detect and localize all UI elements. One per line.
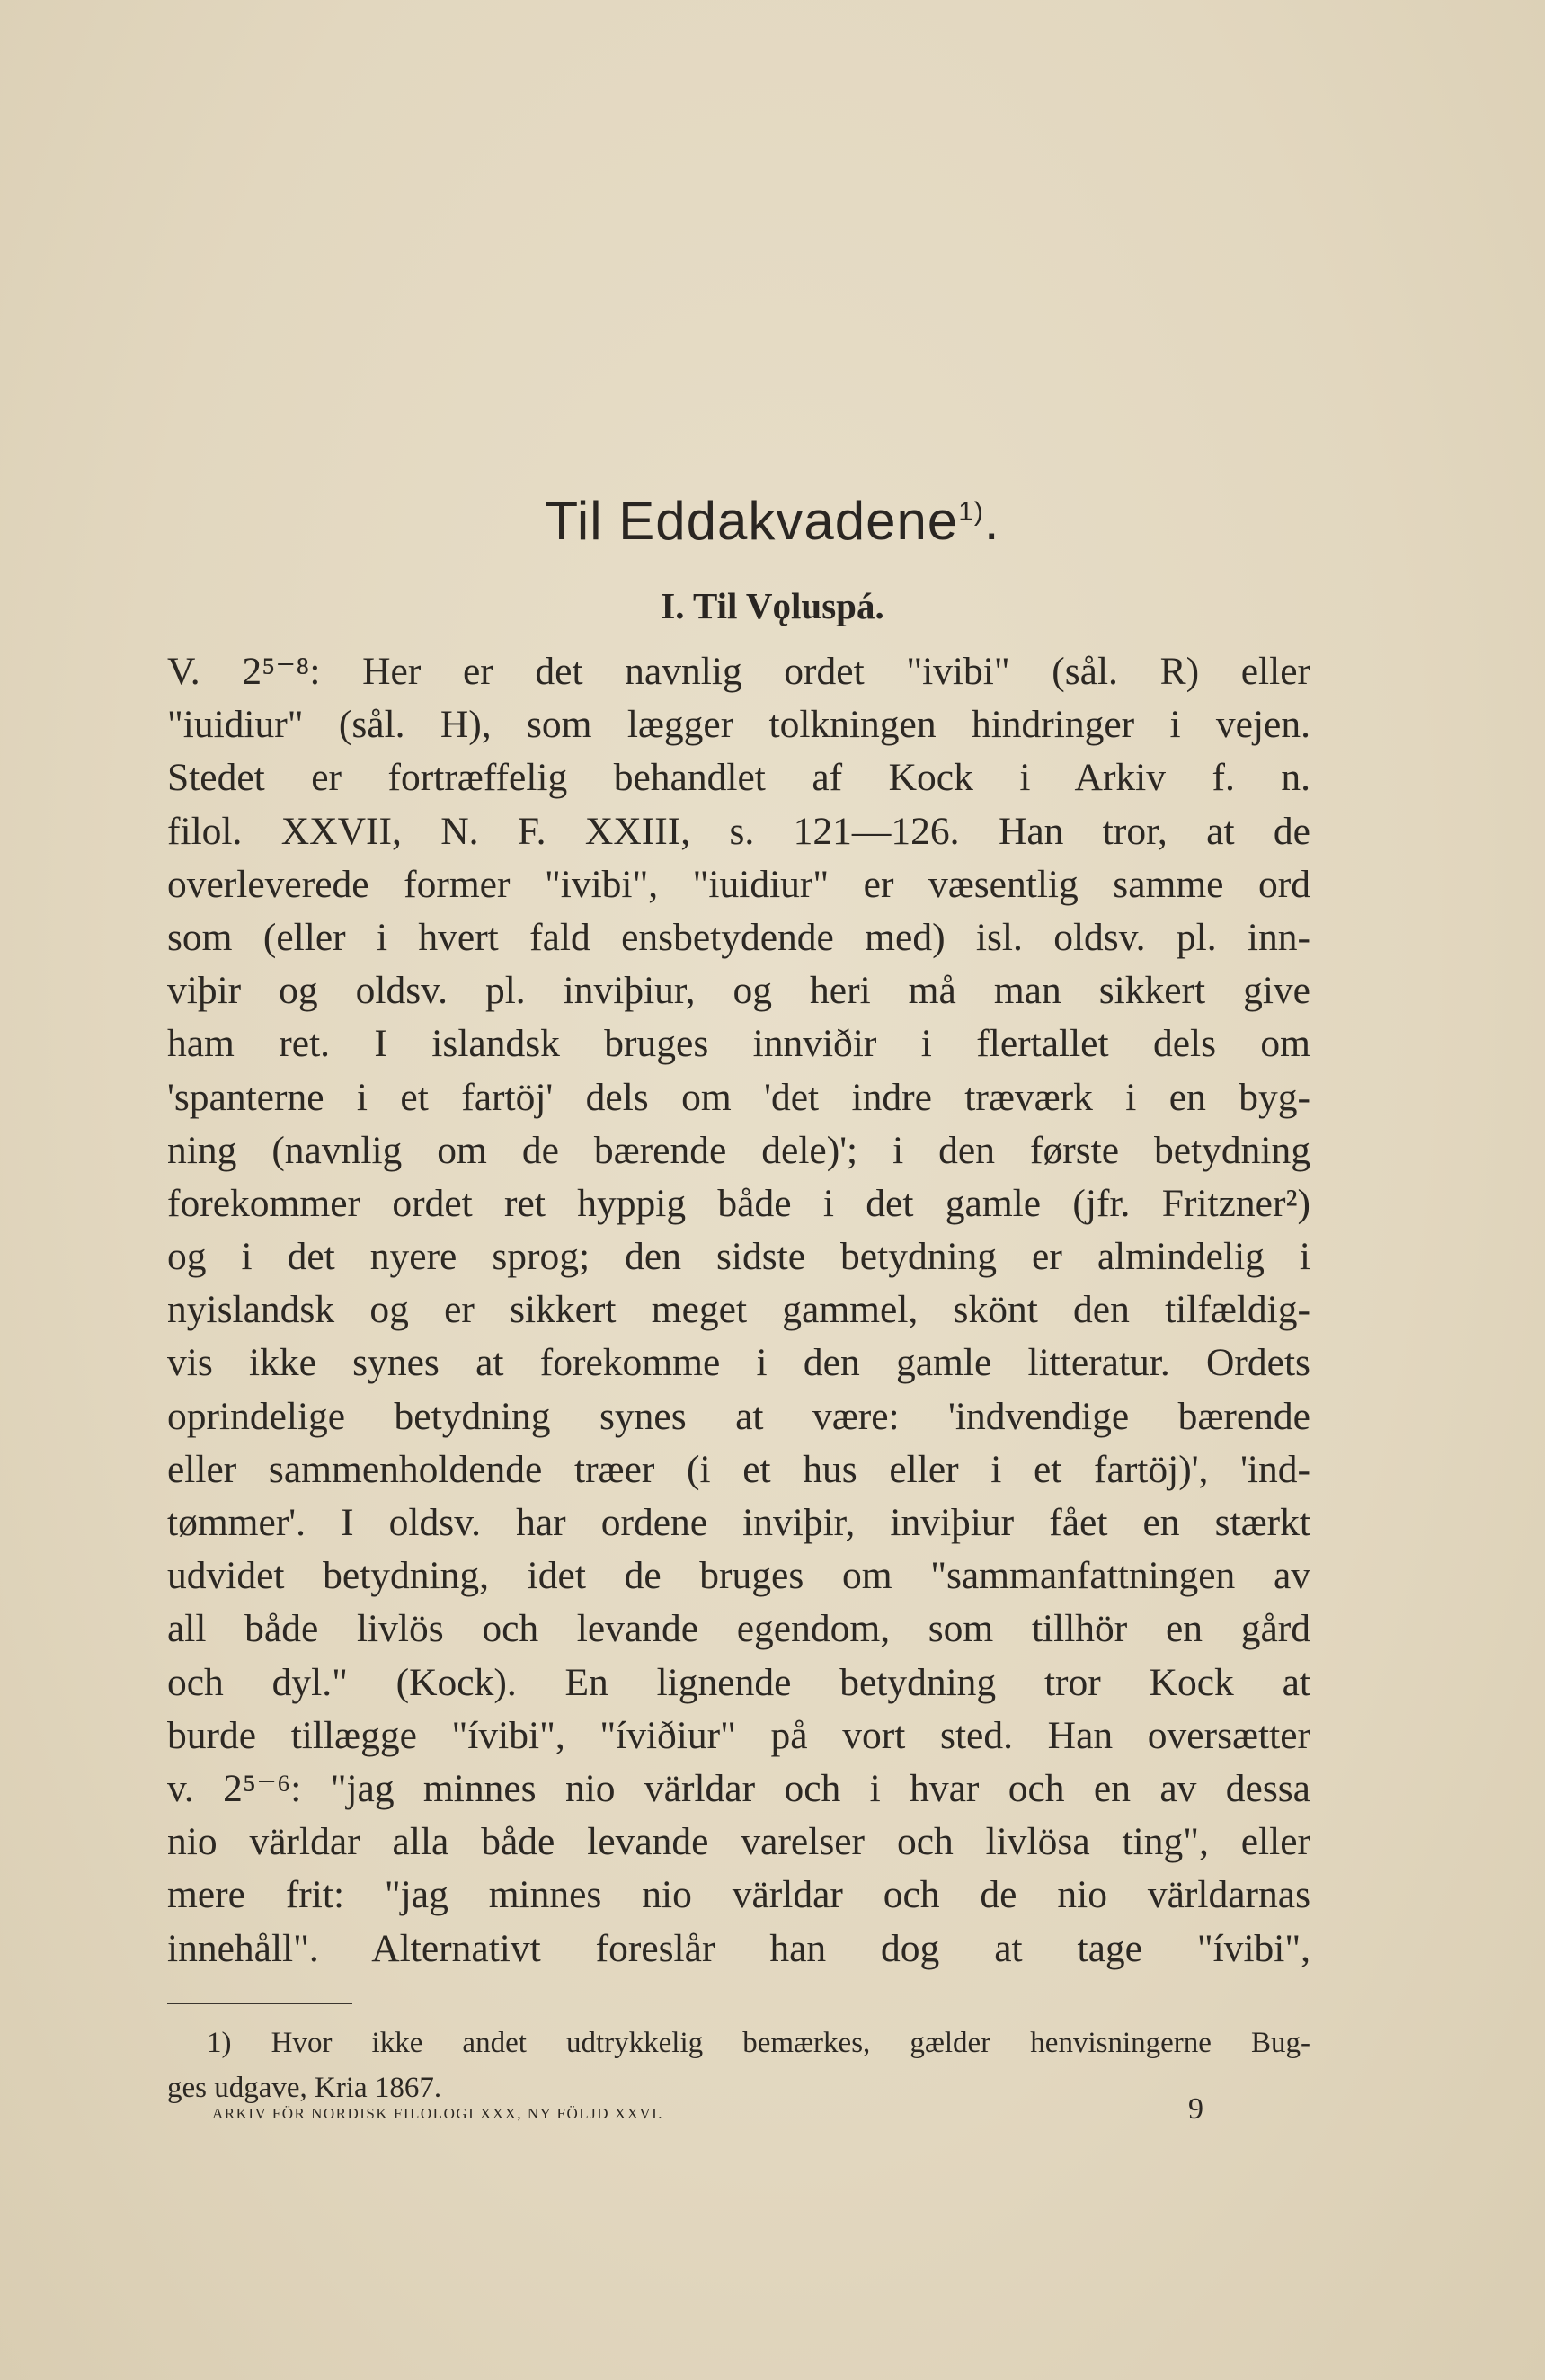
section-heading: I. Til Vǫluspá. <box>661 585 884 626</box>
body-line: och dyl." (Kock). En lignende betydning tror Kock at <box>167 1660 1310 1704</box>
body-line: eller sammenholdende træer (i et hus eller i et fartöj)', 'ind- <box>167 1447 1310 1491</box>
footnote-line-1 <box>207 2020 1310 2065</box>
body-line: tømmer'. I oldsv. har ordene inviþir, inviþiur fået en stærkt <box>167 1501 1310 1544</box>
title-footnote-marker: 1) <box>958 497 984 527</box>
article-title-text: Til Eddakvadene <box>545 491 959 551</box>
footnote-line-2: ges udgave, Kria 1867. <box>167 2072 442 2104</box>
body-line: v. 2⁵⁻⁶: "jag minnes nio världar och i hvar och en av dessa <box>167 1766 1310 1810</box>
body-line: forekommer ordet ret hyppig både i det gamle (jfr. Fritzner²) <box>167 1181 1310 1225</box>
footnote-marker: 1) <box>207 2027 232 2059</box>
footnote-rule <box>167 2003 352 2004</box>
body-line: Stedet er fortræffelig behandlet af Kock i Arkiv f. n. <box>167 756 1310 800</box>
body-line: ham ret. I islandsk bruges innviðir i flertallet dels om <box>167 1022 1310 1066</box>
body-line: vis ikke synes at forekomme i den gamle litteratur. Ordets <box>167 1341 1310 1385</box>
body-line: all både livlös och levande egendom, som tillhör en gård <box>167 1607 1310 1651</box>
journal-running-footer: ARKIV FÖR NORDISK FILOLOGI XXX, NY FÖLJD XXVI. <box>212 2105 664 2122</box>
body-line: "iuidiur" (sål. H), som lægger tolkningen hindringer i vejen. <box>167 703 1310 747</box>
footnote-text-1: Hvor ikke andet udtrykkelig bemærkes, gælder henvisningerne Bug- <box>271 2027 1310 2059</box>
body-line: viþir og oldsv. pl. inviþiur, og heri må man sikkert give <box>167 969 1310 1013</box>
body-line: nyislandsk og er sikkert meget gammel, skönt den tilfældig- <box>167 1288 1310 1332</box>
body-line: nio världar alla både levande varelser och livlösa ting", eller <box>167 1820 1310 1864</box>
body-line: oprindelige betydning synes at være: 'indvendige bærende <box>167 1394 1310 1438</box>
body-text <box>167 645 1310 1976</box>
body-line: som (eller i hvert fald ensbetydende med) isl. oldsv. pl. inn- <box>167 915 1310 959</box>
body-line: burde tillægge "ívibi", "íviðiur" på vort sted. Han oversætter <box>167 1713 1310 1757</box>
body-line: V. 2⁵⁻⁸: Her er det navnlig ordet "ivibi" (sål. R) eller <box>167 650 1310 693</box>
page-number: 9 <box>1188 2092 1203 2126</box>
body-line: og i det nyere sprog; den sidste betydning er almindelig i <box>167 1235 1310 1279</box>
body-line: udvidet betydning, idet de bruges om "sammanfattningen av <box>167 1554 1310 1598</box>
body-line: 'spanterne i et fartöj' dels om 'det indre træværk i en byg- <box>167 1075 1310 1119</box>
body-line: ning (navnlig om de bærende dele)'; i den første betydning <box>167 1128 1310 1172</box>
body-line: mere frit: "jag minnes nio världar och de nio världarnas <box>167 1873 1310 1917</box>
article-title: Til Eddakvadene$^{1)}$. <box>545 491 1000 551</box>
body-line: innehåll". Alternativt foreslår han dog at tage "ívibi", <box>167 1926 1310 1970</box>
footnote <box>167 2020 1310 2110</box>
body-line: filol. XXVII, N. F. XXIII, s. 121—126. Han tror, at de <box>167 809 1310 853</box>
body-line: overleverede former "ivibi", "iuidiur" er væsentlig samme ord <box>167 862 1310 906</box>
